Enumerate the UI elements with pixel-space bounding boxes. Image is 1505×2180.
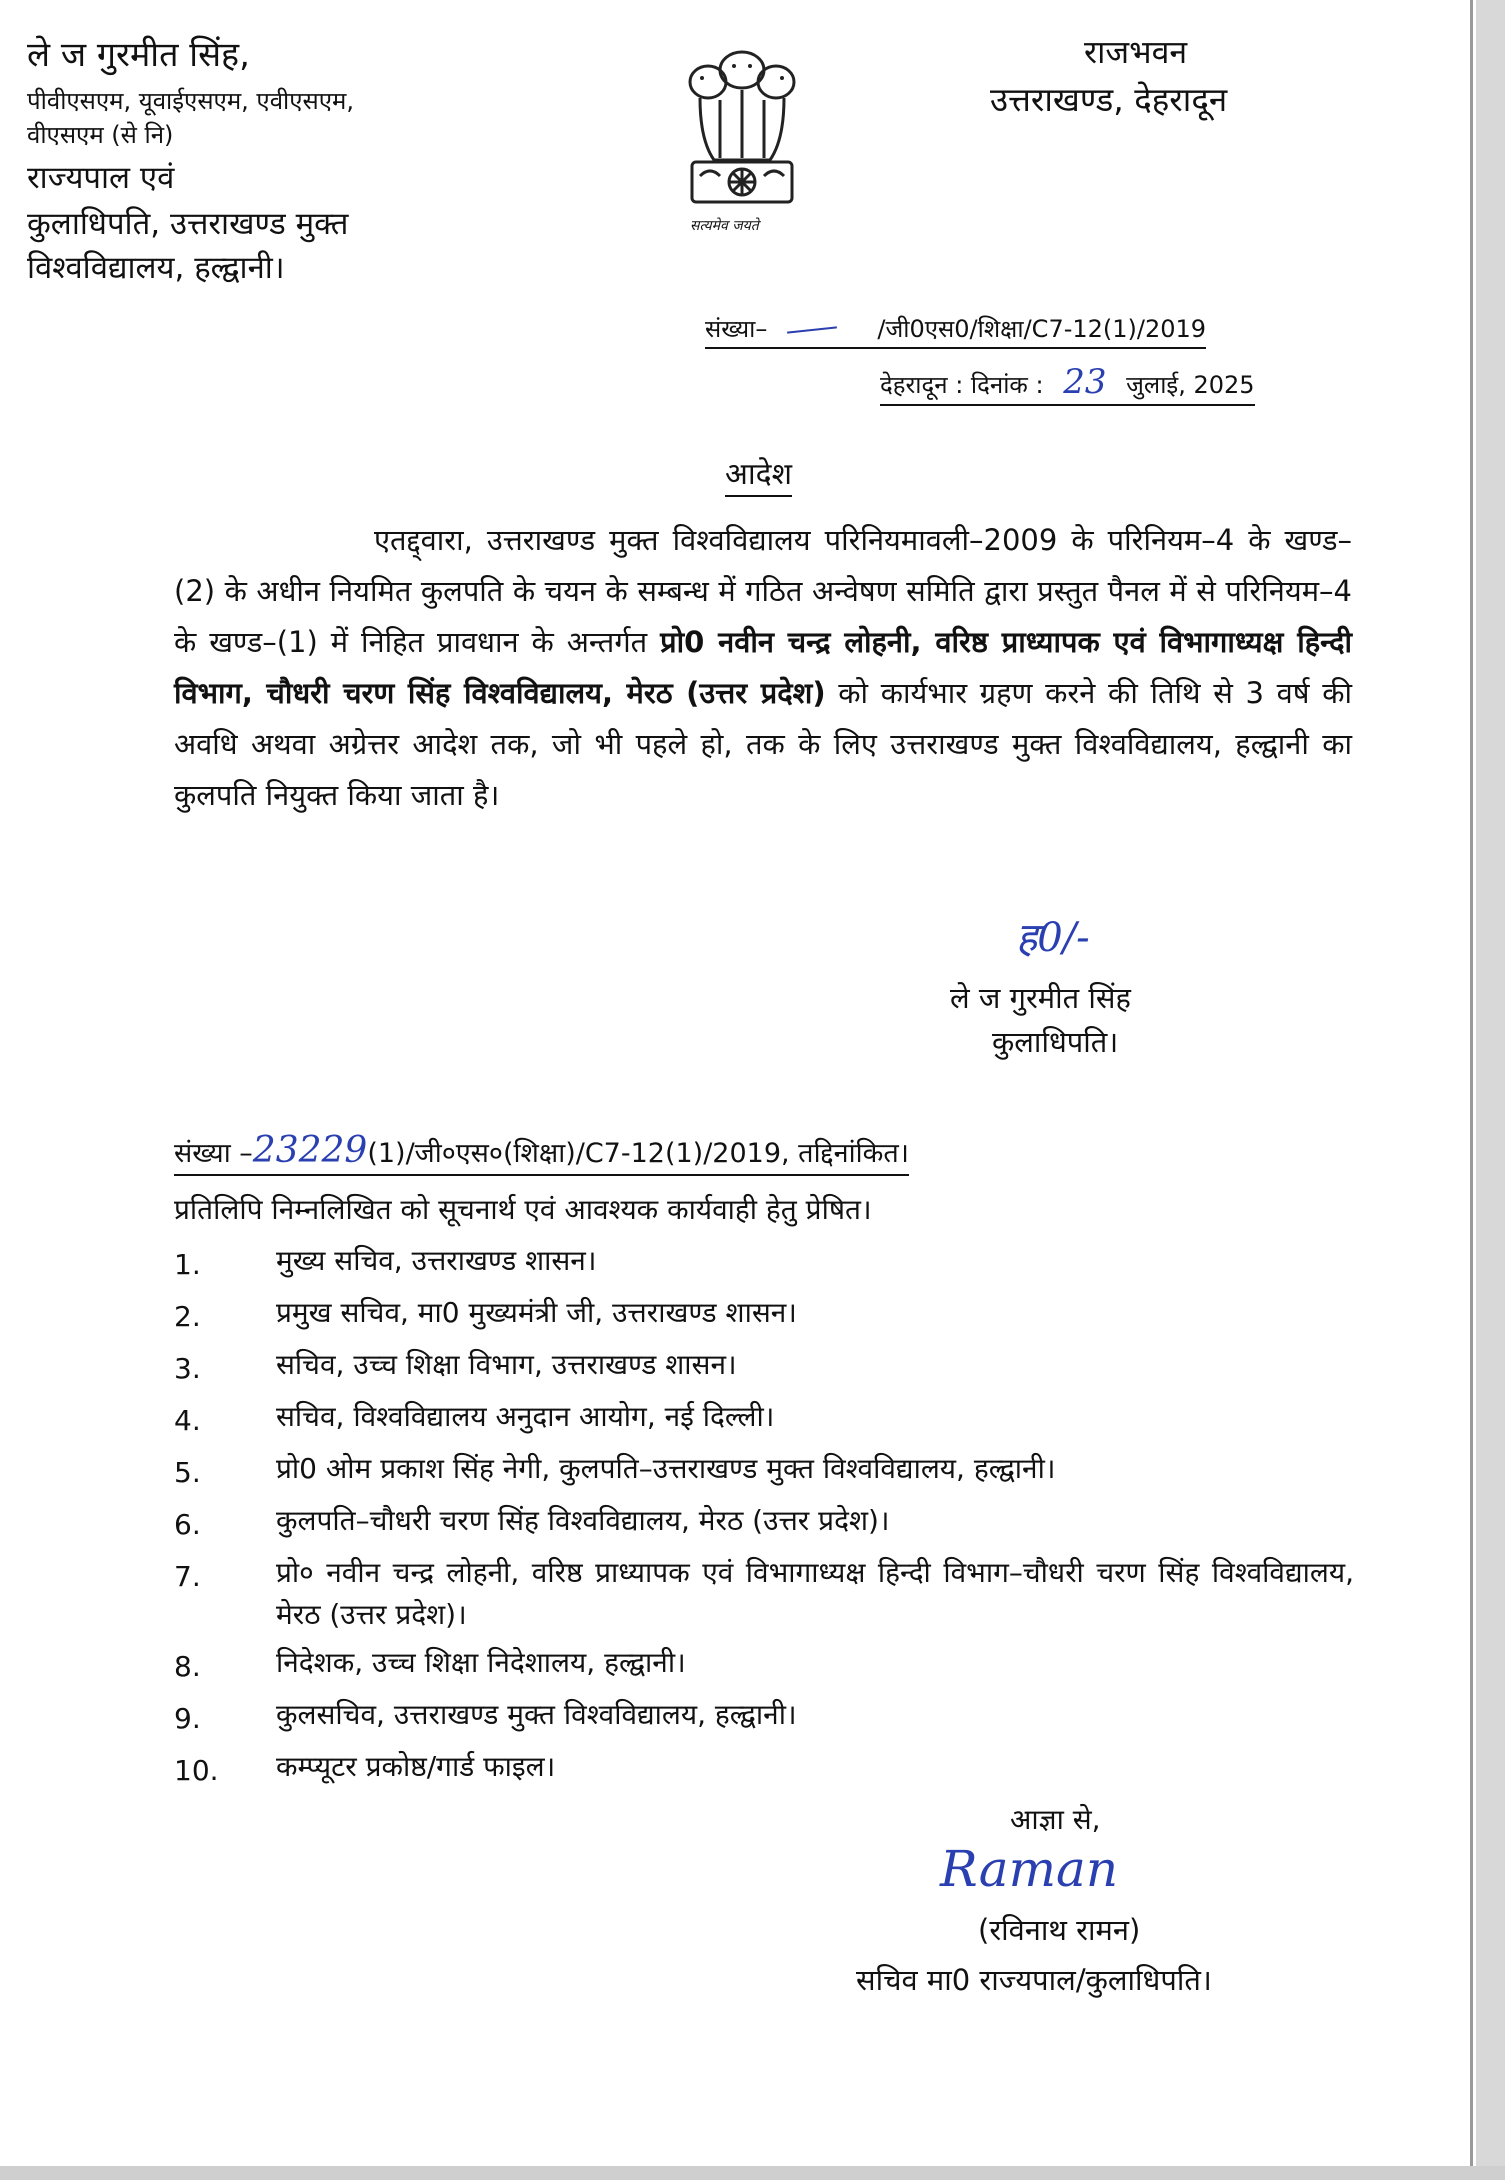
list-item-text: कुलपति–चौधरी चरण सिंह विश्वविद्यालय, मेरठ (उत्तर प्रदेश)। bbox=[276, 1504, 890, 1537]
copy-ref-number-handwritten: 23229 bbox=[252, 1130, 368, 1171]
governor-name: ले ज गुरमीत सिंह, bbox=[27, 35, 250, 75]
date-day-handwritten: 23 bbox=[1063, 362, 1107, 402]
date-prefix: देहरादून : दिनांक : bbox=[880, 371, 1044, 399]
list-item bbox=[174, 1396, 1354, 1442]
scan-edge-line bbox=[1470, 0, 1473, 2180]
list-item-number: 3. bbox=[174, 1352, 201, 1385]
list-item-text: सचिव, विश्वविद्यालय अनुदान आयोग, नई दिल्ली। bbox=[276, 1400, 775, 1433]
list-item bbox=[174, 1552, 1354, 1636]
list-item-number: 2. bbox=[174, 1300, 201, 1333]
chancellor-title-2: विश्वविद्यालय, हल्द्वानी। bbox=[27, 250, 285, 286]
list-item-text: प्रो० नवीन चन्द्र लोहनी, वरिष्ठ प्राध्यापक एवं विभागाध्यक्ष हिन्दी विभाग–चौधरी चरण सिंह विश्वविद्यालय, मेरठ (उत्तर प्रदेश)। bbox=[276, 1556, 1354, 1631]
governor-honours-2: वीएसएम (से नि) bbox=[27, 121, 174, 149]
ashoka-emblem-icon bbox=[670, 30, 815, 240]
scan-edge-bottom bbox=[0, 2166, 1505, 2180]
signature-1: ह0/- bbox=[1016, 915, 1090, 961]
copy-intro: प्रतिलिपि निम्नलिखित को सूचनार्थ एवं आवश्यक कार्यवाही हेतु प्रेषित। bbox=[174, 1193, 872, 1226]
governor-honours-1: पीवीएसएम, यूवाईएसएम, एवीएसएम, bbox=[27, 87, 355, 115]
list-item-text: सचिव, उच्च शिक्षा विभाग, उत्तराखण्ड शासन। bbox=[276, 1348, 737, 1381]
signature-2: Raman bbox=[940, 1840, 1119, 1898]
list-item bbox=[174, 1344, 1354, 1390]
appointee-details: प्रो0 नवीन चन्द्र लोहनी, वरिष्ठ प्राध्यापक एवं विभागाध्यक्ष हिन्दी विभाग, चौधरी चरण सिंह विश्वविद्यालय, मेरठ (उत्तर प्रदेश) bbox=[174, 625, 1353, 710]
signatory-1-name: ले ज गुरमीत सिंह bbox=[950, 981, 1131, 1015]
list-item-text: मुख्य सचिव, उत्तराखण्ड शासन। bbox=[276, 1244, 597, 1277]
list-item bbox=[174, 1448, 1354, 1494]
list-item-number: 10. bbox=[174, 1754, 219, 1787]
order-date bbox=[880, 362, 1255, 406]
order-body-part1: एतद्द्वारा, उत्तराखण्ड मुक्त विश्वविद्यालय परिनियमावली–2009 के परिनियम–4 के खण्ड–(2) के अधीन नियमित कुलपति के चयन के सम्बन्ध में गठित अन्वेषण समिति द्वारा प्रस्तुत पैनल में से परिनियम–4 के खण्ड–(1) में निहित प्रावधान के अन्तर्गत bbox=[174, 523, 1352, 659]
list-item-number: 8. bbox=[174, 1650, 201, 1683]
list-item-number: 1. bbox=[174, 1248, 201, 1281]
signatory-2-name: (रविनाथ रामन) bbox=[978, 1913, 1141, 1947]
copy-list bbox=[174, 1240, 1354, 1798]
list-item bbox=[174, 1694, 1354, 1740]
list-item bbox=[174, 1642, 1354, 1688]
scan-edge-right bbox=[1476, 0, 1505, 2180]
list-item-text: कम्प्यूटर प्रकोष्ठ/गार्ड फाइल। bbox=[276, 1750, 556, 1783]
list-item-number: 5. bbox=[174, 1456, 201, 1489]
list-item-number: 4. bbox=[174, 1404, 201, 1437]
date-suffix: जुलाई, 2025 bbox=[1126, 371, 1255, 399]
chancellor-title-1: कुलाधिपति, उत्तराखण्ड मुक्त bbox=[27, 206, 349, 242]
list-item-text: प्रो0 ओम प्रकाश सिंह नेगी, कुलपति–उत्तराखण्ड मुक्त विश्वविद्यालय, हल्द्वानी। bbox=[276, 1452, 1056, 1485]
copy-ref-prefix: संख्या – bbox=[174, 1138, 253, 1169]
order-title: आदेश bbox=[725, 452, 792, 497]
list-item-text: कुलसचिव, उत्तराखण्ड मुक्त विश्वविद्यालय, हल्द्वानी। bbox=[276, 1698, 797, 1731]
reference-prefix: संख्या– bbox=[705, 315, 768, 343]
list-item bbox=[174, 1292, 1354, 1338]
list-item-text: निदेशक, उच्च शिक्षा निदेशालय, हल्द्वानी। bbox=[276, 1646, 686, 1679]
governor-title: राज्यपाल एवं bbox=[27, 160, 175, 196]
reference-suffix: /जी0एस0/शिक्षा/C7-12(1)/2019 bbox=[877, 315, 1207, 343]
signatory-1-designation: कुलाधिपति। bbox=[992, 1025, 1119, 1059]
list-item bbox=[174, 1500, 1354, 1546]
reference-number bbox=[705, 312, 1206, 349]
list-item-number: 9. bbox=[174, 1702, 201, 1735]
list-item-number: 7. bbox=[174, 1560, 201, 1593]
list-item-text: प्रमुख सचिव, मा0 मुख्यमंत्री जी, उत्तराखण्ड शासन। bbox=[276, 1296, 797, 1329]
copy-ref-suffix: (1)/जी०एस०(शिक्षा)/C7-12(1)/2019, तद्दिनांकित। bbox=[367, 1138, 909, 1169]
order-body bbox=[174, 515, 1352, 821]
copy-reference bbox=[174, 1130, 909, 1176]
raj-bhavan-label: राजभवन bbox=[1084, 33, 1188, 71]
list-item bbox=[174, 1240, 1354, 1286]
by-order-label: आज्ञा से, bbox=[1010, 1803, 1101, 1836]
list-item bbox=[174, 1746, 1354, 1792]
list-item-number: 6. bbox=[174, 1508, 201, 1541]
order-body-part2: को कार्यभार ग्रहण करने की तिथि से 3 वर्ष की अवधि अथवा अग्रेत्तर आदेश तक, जो भी पहले हो, तक के लिए उत्तराखण्ड मुक्त विश्वविद्यालय, हल्द्वानी का कुलपति नियुक्त किया जाता है। bbox=[174, 676, 1352, 812]
emblem-motto: सत्यमेव जयते bbox=[690, 218, 759, 234]
raj-bhavan-location: उत्तराखण्ड, देहरादून bbox=[990, 80, 1228, 119]
signatory-2-designation: सचिव मा0 राज्यपाल/कुलाधिपति। bbox=[856, 1963, 1212, 1997]
